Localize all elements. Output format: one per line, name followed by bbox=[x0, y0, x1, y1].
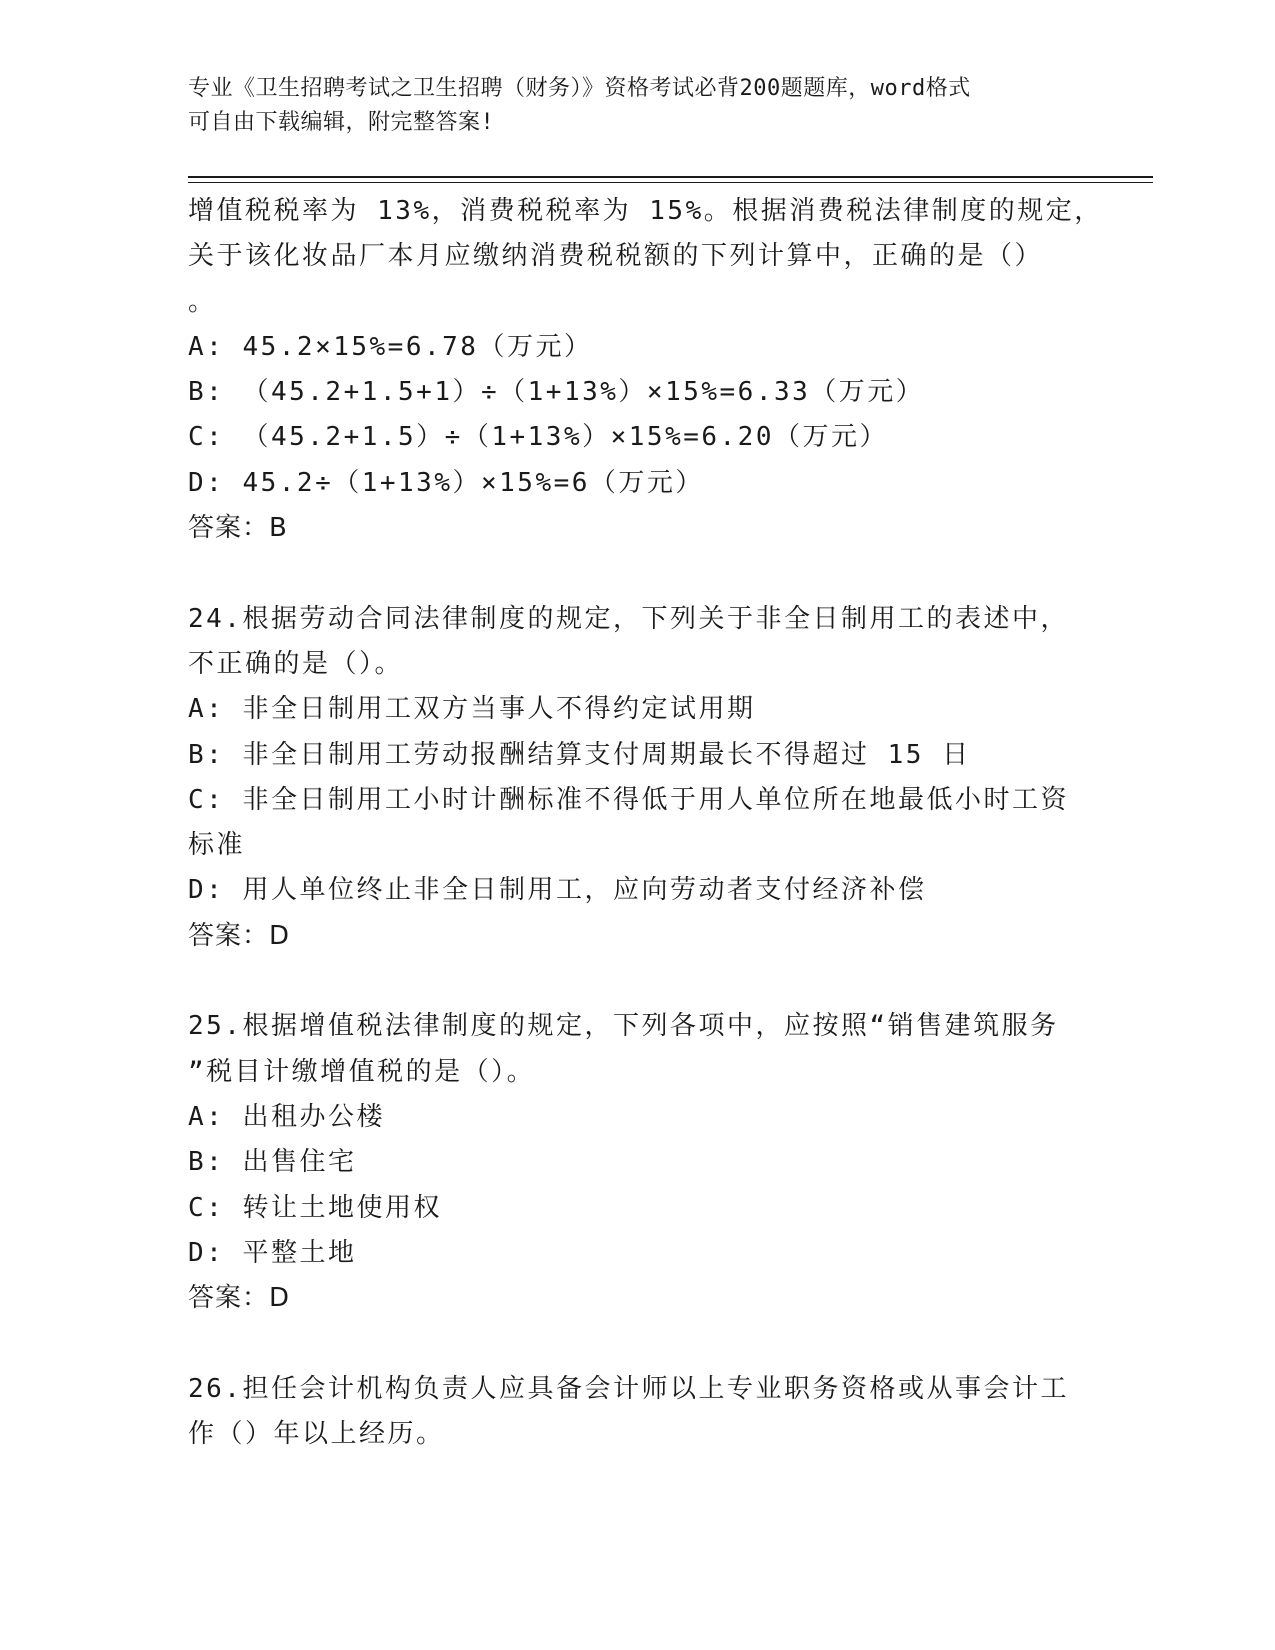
option-d: D: 用人单位终止非全日制用工，应向劳动者支付经济补偿 bbox=[188, 875, 927, 906]
question-stem-line: 关于该化妆品厂本月应缴纳消费税税额的下列计算中，正确的是（） bbox=[188, 241, 1044, 272]
question-23 bbox=[188, 189, 1103, 551]
question-stem-line: 不正确的是（）。 bbox=[188, 648, 404, 679]
question-stem-line: 。 bbox=[188, 286, 217, 317]
option-c: C: （45.2+1.5）÷（1+13%）×15%=6.20（万元） bbox=[188, 422, 888, 453]
question-stem-line: ”税目计缴增值税的是（）。 bbox=[188, 1056, 536, 1087]
answer-line: 答案：B bbox=[188, 513, 288, 544]
header-divider-thick bbox=[188, 176, 1153, 178]
question-stem-line: 24.根据劳动合同法律制度的规定，下列关于非全日制用工的表述中， bbox=[188, 603, 1069, 634]
question-stem-line: 增值税税率为 13%，消费税税率为 15%。根据消费税法律制度的规定， bbox=[188, 196, 1103, 226]
option-a: A: 出租办公楼 bbox=[188, 1101, 385, 1132]
option-a: A: 45.2×15%=6.78（万元） bbox=[188, 331, 593, 362]
option-c: C: 非全日制用工小时计酬标准不得低于用人单位所在地最低小时工资 bbox=[188, 784, 1069, 815]
option-a: A: 非全日制用工双方当事人不得约定试用期 bbox=[188, 694, 756, 725]
spacer bbox=[188, 551, 1088, 596]
header-divider-thin bbox=[188, 182, 1153, 183]
header-title-line-2: 可自由下载编辑，附完整答案! bbox=[188, 110, 495, 135]
document-body bbox=[188, 189, 1103, 1457]
option-d: D: 45.2÷（1+13%）×15%=6（万元） bbox=[188, 467, 704, 498]
option-b: B: （45.2+1.5+1）÷（1+13%）×15%=6.33（万元） bbox=[188, 377, 925, 408]
spacer bbox=[188, 1321, 1088, 1366]
option-c: C: 转让土地使用权 bbox=[188, 1192, 442, 1223]
option-b: B: 非全日制用工劳动报酬结算支付周期最长不得超过 15 日 bbox=[188, 739, 971, 770]
question-stem-line: 26.担任会计机构负责人应具备会计师以上专业职务资格或从事会计工 bbox=[188, 1373, 1069, 1404]
answer-line: 答案：D bbox=[188, 920, 291, 951]
document-header bbox=[188, 72, 1088, 140]
header-title-line-1: 专业《卫生招聘考试之卫生招聘（财务）》资格考试必背200题题库，word格式 bbox=[188, 76, 971, 101]
question-24 bbox=[188, 597, 1088, 959]
question-25 bbox=[188, 1004, 1088, 1321]
option-d: D: 平整土地 bbox=[188, 1237, 357, 1268]
question-26 bbox=[188, 1367, 1088, 1458]
option-b: B: 出售住宅 bbox=[188, 1147, 357, 1178]
option-c-continued: 标准 bbox=[188, 830, 246, 861]
spacer bbox=[188, 959, 1088, 1004]
question-stem-line: 25.根据增值税法律制度的规定，下列各项中，应按照“销售建筑服务 bbox=[188, 1011, 1059, 1042]
answer-line: 答案：D bbox=[188, 1283, 291, 1314]
question-stem-line: 作（）年以上经历。 bbox=[188, 1419, 445, 1450]
